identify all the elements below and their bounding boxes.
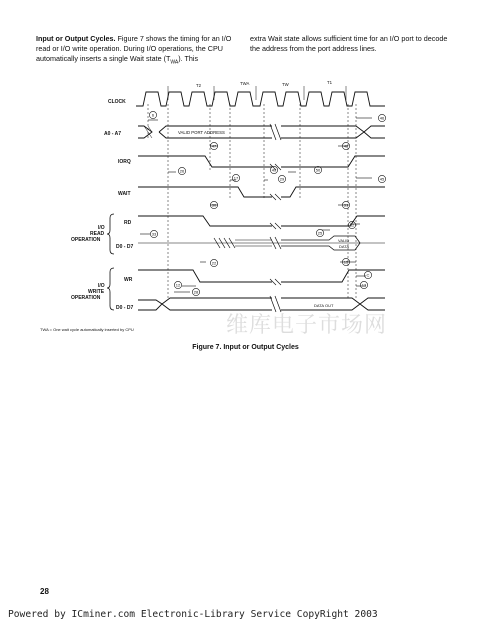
bus-label-data: DATA bbox=[339, 244, 350, 249]
group-read-line3: OPERATION bbox=[71, 237, 101, 243]
signal-label-data-write: D0 - D7 bbox=[116, 305, 134, 311]
clock-waveform bbox=[136, 92, 385, 106]
marker-26: 26 bbox=[179, 168, 185, 174]
timing-markers bbox=[149, 111, 385, 295]
intro-left-text: Figure 7 shows the timing for an I/O read or I/O write operation. During I/O operations, the CPU automatically inserts a single Wait state (T bbox=[36, 34, 232, 63]
marker-46: 46 bbox=[379, 115, 385, 121]
group-read-line1: I/O bbox=[98, 225, 105, 231]
intro-left-end: ). This bbox=[178, 54, 199, 63]
marker-c: C bbox=[366, 272, 370, 278]
marker-45: 45 bbox=[379, 176, 385, 182]
marker-32: 32 bbox=[349, 222, 355, 228]
section-heading: Input or Output Cycles. bbox=[36, 34, 116, 43]
page-number: 28 bbox=[40, 587, 49, 596]
signal-label-data-read: D0 - D7 bbox=[116, 244, 134, 250]
figure-caption: Figure 7. Input or Output Cycles bbox=[192, 344, 299, 351]
marker-50: 50 bbox=[315, 167, 321, 173]
diagram-footnote: TWA = One wait cycle automatically inserted by CPU bbox=[40, 327, 134, 332]
group-write-line2: WRITE bbox=[88, 289, 105, 295]
timing-arrows bbox=[140, 118, 372, 292]
signal-label-rd: RD bbox=[124, 220, 132, 226]
bus-label-valid-address: VALID PORT ADDRESS bbox=[178, 130, 225, 135]
group-write-line3: OPERATION bbox=[71, 295, 101, 301]
marker-25: 25 bbox=[317, 230, 323, 236]
intro-right-text: extra Wait state allows sufficient time for an I/O port to decode the address from the port address lines. bbox=[250, 34, 448, 53]
marker-12: 12 bbox=[175, 282, 181, 288]
marker-47: 47 bbox=[211, 143, 217, 149]
marker-49: 49 bbox=[271, 167, 277, 173]
signal-label-wr: WR bbox=[124, 277, 133, 283]
marker-15: 15 bbox=[343, 259, 349, 265]
signal-label-wait: WAIT bbox=[118, 191, 131, 197]
state-label-t1: T1 bbox=[327, 80, 333, 85]
marker-17: 17 bbox=[233, 175, 239, 181]
marker-30: 30 bbox=[211, 202, 217, 208]
signal-label-iorq: IORQ bbox=[118, 159, 131, 165]
watermark: 维库电子市场网 bbox=[226, 313, 388, 338]
state-label-twa: TWA bbox=[240, 81, 250, 86]
marker-6: 6 bbox=[151, 112, 155, 118]
iorq-waveform bbox=[138, 156, 385, 170]
signal-label-address: A0 - A7 bbox=[104, 131, 122, 137]
bus-label-valid: VALID bbox=[338, 238, 350, 243]
marker-48: 48 bbox=[343, 143, 349, 149]
marker-31: 31 bbox=[343, 202, 349, 208]
footer-copyright: Powered by ICminer.com Electronic-Library Service CopyRight 2003 bbox=[8, 609, 378, 620]
marker-28: 28 bbox=[193, 289, 199, 295]
signal-label-clock: CLOCK bbox=[108, 99, 126, 105]
group-braces bbox=[107, 214, 114, 310]
marker-13: 13 bbox=[361, 282, 367, 288]
state-label-tw: TW bbox=[282, 82, 289, 87]
data-write-bus bbox=[138, 296, 385, 312]
state-dividers bbox=[168, 86, 346, 100]
group-write-line1: I/O bbox=[98, 283, 105, 289]
bus-label-data-out: DATA OUT bbox=[314, 303, 334, 308]
marker-22: 22 bbox=[211, 260, 217, 266]
group-read-line2: READ bbox=[90, 231, 105, 237]
state-label-t2: T2 bbox=[196, 83, 202, 88]
marker-33: 33 bbox=[151, 231, 157, 237]
marker-29: 29 bbox=[279, 176, 285, 182]
intro-left-subscript: WA bbox=[170, 59, 179, 66]
